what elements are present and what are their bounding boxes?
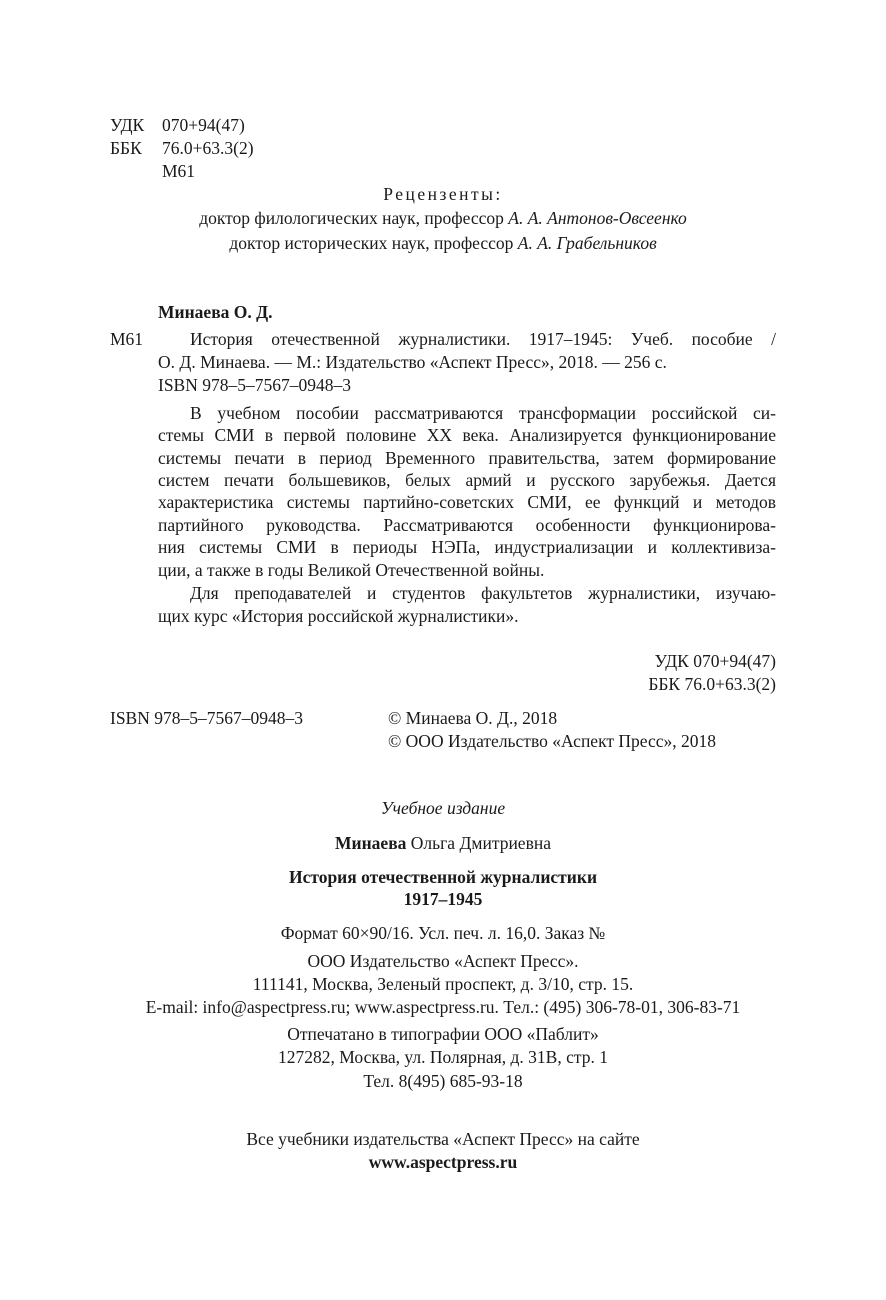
abstract-line: ния системы СМИ в периоды НЭПа, индустриализации и коллективиза- [158,537,776,557]
entry-author: Минаева О. Д. [158,302,273,322]
reviewer-2-name: А. А. Грабельников [517,233,657,253]
book-title: История отечественной журналистики [288,867,598,887]
reviewers-title: Рецензенты: [383,184,503,204]
entry-title-line: О. Д. Минаева. — М.: Издательство «Аспект Пресс», 2018. — 256 с. [158,352,667,372]
udk-value: 070+94(47) [162,115,245,135]
abstract-line: систем печати большевиков, белых армий и русского зарубежья. Дается [158,470,776,490]
author-given-names: Ольга Дмитриевна [406,833,551,853]
copyright-isbn: ISBN 978–5–7567–0948–3 [110,708,303,728]
print-format: Формат 60×90/16. Усл. печ. л. 16,0. Заказ № [280,923,606,943]
footer-site-link[interactable]: www.aspectpress.ru [368,1152,518,1172]
publisher-name: ООО Издательство «Аспект Пресс». [307,951,579,971]
author-surname: Минаева [335,833,407,853]
reviewer-2 [0,232,886,254]
author-full-name [0,832,886,854]
edition-type: Учебное издание [380,798,506,818]
udk-label: УДК [110,115,145,135]
abstract-line: системы печати в период Временного правительства, затем формирование [158,448,776,468]
reviewer-2-title: доктор исторических наук, профессор [229,233,518,253]
publisher-address: 111141, Москва, Зеленый проспект, д. 3/10, стр. 15. [252,974,634,994]
abstract-line: характеристика системы партийно-советских СМИ, ее функций и методов [158,492,776,512]
printer-phone: Тел. 8(495) 685-93-18 [363,1071,523,1091]
entry-isbn: ISBN 978–5–7567–0948–3 [158,375,351,395]
entry-code: М61 [110,329,144,349]
bbk-value: 76.0+63.3(2) [162,138,254,158]
publisher-contacts: E-mail: info@aspectpress.ru; www.aspectpress.ru. Тел.: (495) 306-78-01, 306-83-71 [145,997,741,1017]
bbk-label: ББК [110,138,142,158]
reviewer-1-name: А. А. Антонов-Овсеенко [508,208,687,228]
bbk-right: ББК 76.0+63.3(2) [648,674,776,694]
udk-right: УДК 070+94(47) [654,651,776,671]
abstract-line: ции, а также в годы Великой Отечественной войны. [158,560,545,580]
reviewer-1 [0,207,886,229]
author-mark: М61 [162,161,196,181]
book-years: 1917–1945 [403,889,483,909]
printer-name: Отпечатано в типографии ООО «Паблит» [287,1024,599,1044]
footer-text: Все учебники издательства «Аспект Пресс» на сайте [246,1129,640,1149]
abstract-line: партийного руководства. Рассматриваются особенности функционирова- [158,515,776,535]
abstract-line: стемы СМИ в первой половине XX века. Анализируется функционирование [158,425,776,445]
entry-title-line: История отечественной журналистики. 1917–1945: Учеб. пособие / [190,329,776,349]
printer-address: 127282, Москва, ул. Полярная, д. 31В, стр. 1 [278,1047,608,1067]
audience-line: щих курс «История российской журналистики». [158,606,519,626]
copyright-publisher: © ООО Издательство «Аспект Пресс», 2018 [388,731,716,751]
audience-line: Для преподавателей и студентов факультетов журналистики, изучаю- [190,583,776,603]
abstract-line: В учебном пособии рассматриваются трансформации российской си- [190,403,776,423]
copyright-author: © Минаева О. Д., 2018 [388,708,558,728]
reviewer-1-title: доктор филологических наук, профессор [199,208,509,228]
